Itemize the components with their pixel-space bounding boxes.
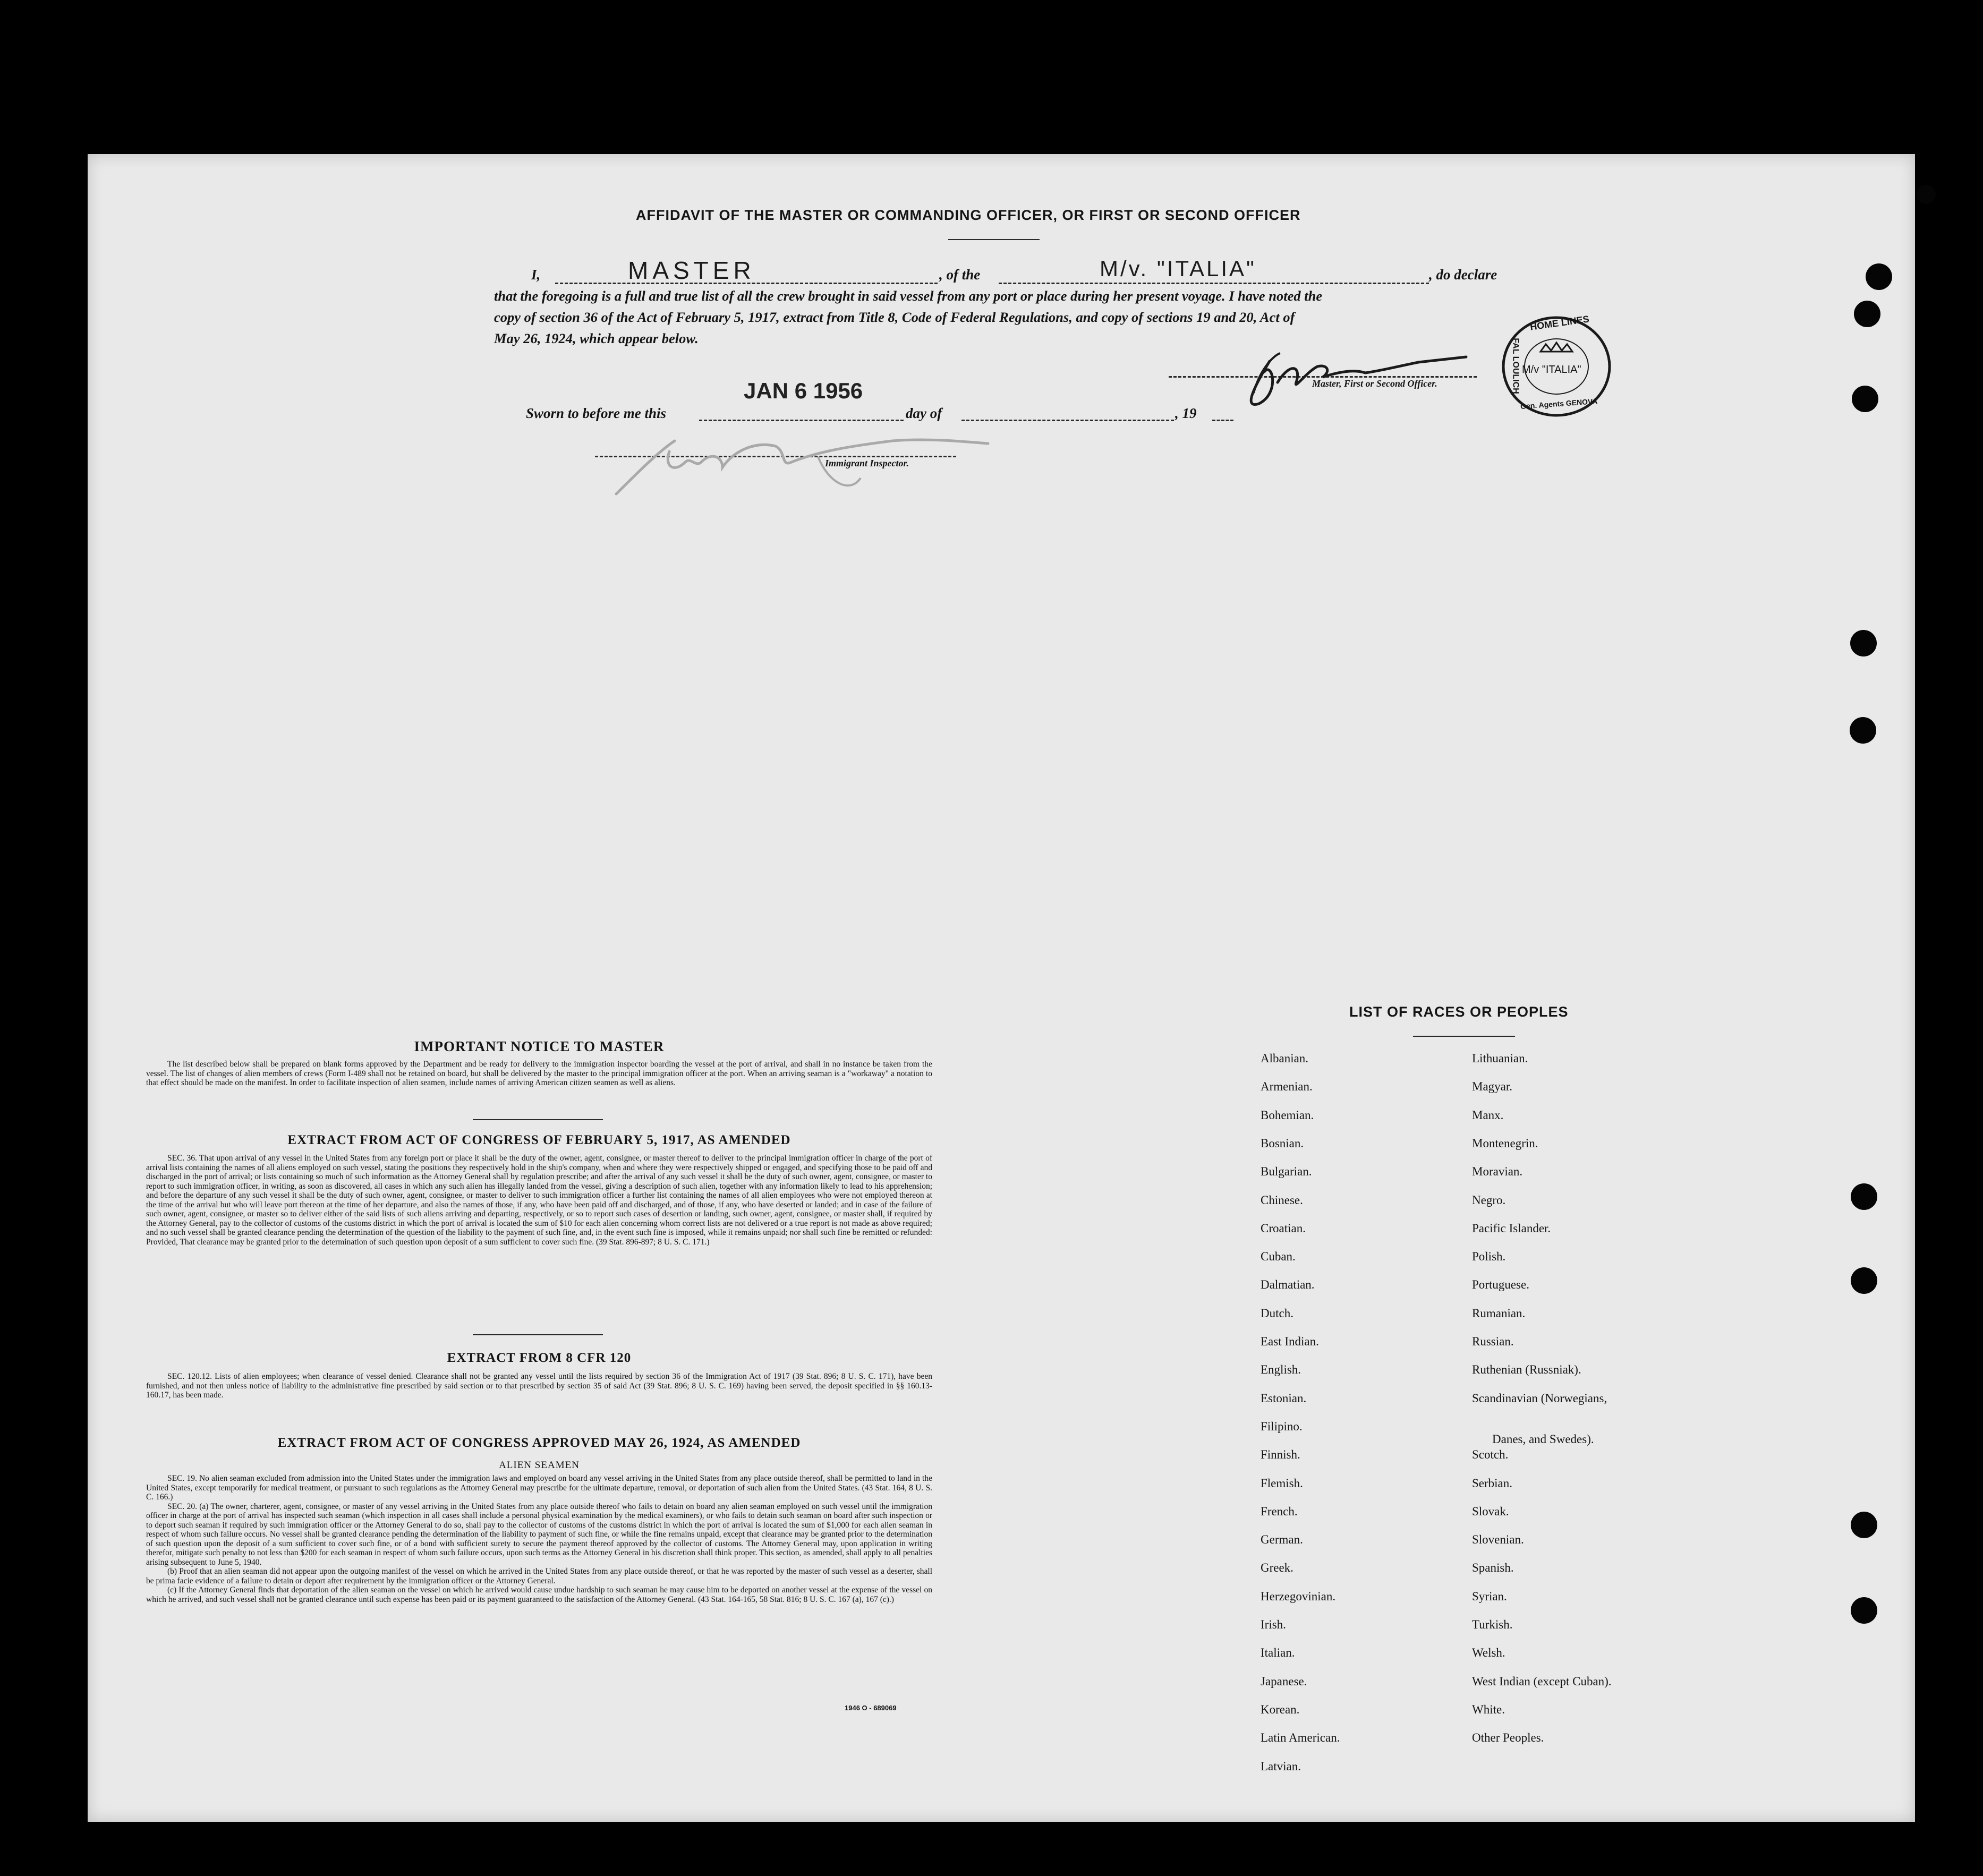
punch-hole — [1851, 1183, 1877, 1210]
stamp-top-text: HOME LINES — [1529, 313, 1590, 332]
affidavit-title: AFFIDAVIT OF THE MASTER OR COMMANDING OFFICER, OR FIRST OR SECOND OFFICER — [636, 207, 1301, 223]
affidavit-line-3: copy of section 36 of the Act of February 5, 1917, extract from Title 8, Code of Federal Regulations, and copy of sections 19 and 20, Act of — [494, 309, 1295, 325]
race-left-item: Irish. — [1261, 1618, 1286, 1631]
race-right-item: Spanish. — [1472, 1561, 1514, 1575]
extract1-body-text: SEC. 36. That upon arrival of any vessel in the United States from any foreign port or place it shall be the duty of the owner, agent, consignee, or master thereof to deliver to the principal immigration officer in charge of the port of arrival lists containing the names of all aliens employed on such vessel, stating the positions they respectively hold in the ship's company, when and where they were respectively shipped or engaged, and specifying those to be paid off and discharged in the port of arrival; or lists containing so much of such information as the Attorney General shall by regulation prescribe; and after the arrival of any such vessel it shall be the duty of such owner, agent, consignee, or master to report to such immigration officer, in writing, as soon as discovered, all cases in which any such alien has illegally landed from the vessel, giving a description of such alien, together with any information likely to lead to his apprehension; and before the departure of any such vessel it shall be the duty of such owner, agent, consignee, or master to deliver to such immigration officer a further list containing the names of all alien employees who were not employed thereon at the time of the arrival but who will leave port thereon at the time of her departure, and also the names of those, if any, who have been paid off and discharged, and of those, if any, who have deserted or landed; and in case of the failure of such owner, agent, consignee, or master so to deliver either of the said lists of such aliens arriving and departing, respectively, or so to report such cases of desertion or landing, such owner, agent, consignee, or master shall, if required by the Attorney General, pay to the collector of customs of the customs district in which the port of arrival is located the sum of $10 for each alien concerning whom correct lists are not delivered or a true report is not made as above required; and no such vessel shall be granted clearance pending the determination of the question of the liability to the payment of such fine, and, in the event such fine is imposed, while it remains unpaid; nor shall such fine be remitted or refunded: Provided, That clearance may be granted prior to the determination of such question upon deposit of a sum sufficient to cover such fine. (39 Stat. 896-897; 8 U. S. C. 171.) — [146, 1154, 932, 1247]
race-right-item: Syrian. — [1472, 1589, 1507, 1603]
inspector-signature — [595, 420, 999, 505]
race-right-item: Serbian. — [1472, 1476, 1513, 1490]
race-left-item: Greek. — [1261, 1561, 1293, 1575]
punch-hole — [1850, 630, 1877, 656]
races-heading: LIST OF RACES OR PEOPLES — [1349, 1004, 1569, 1020]
race-left-item: Korean. — [1261, 1702, 1300, 1716]
punch-hole — [1850, 717, 1876, 744]
extract3-sec20a: SEC. 20. (a) The owner, charterer, agent, consignee, or master of any vessel arriving in the United States from any place outside thereof who fails to detain on board any alien seaman employed on such vessel until the immigration officer in charge at the port of arrival has inspected such seaman (which inspection in all cases shall include a personal physical examination by the medical examiners), or who fails to detain such seaman on board after such inspection or to deport such seaman if required by such immigration officer or the Attorney General to do so, shall pay to the collector of customs of the customs district in which the port of arrival is located the sum of $1,000 for each alien seaman in respect of whom such failure occurs. No vessel shall be granted clearance pending the determination of the liability to payment of such fine, or while the fine remains unpaid, except that clearance may be granted prior to the determination of such question upon the deposit of a sum sufficient to cover such fine, or of a bond with sufficient surety to secure the payment thereof approved by the collector of customs. The Attorney General may, upon application in writing therefor, mitigate such penalty to not less than $200 for each seaman in respect of whom such failure occurs, upon such terms as the Attorney General in his discretion shall think proper. This section, as amended, shall apply to all penalties arising subsequent to June 5, 1940. — [146, 1502, 932, 1567]
race-right-item: Slovak. — [1472, 1504, 1509, 1518]
race-right-item: Magyar. — [1472, 1080, 1513, 1094]
race-right-item: Scandinavian (Norwegians, — [1472, 1391, 1607, 1405]
races-rule — [1413, 1036, 1515, 1037]
race-left-item: Italian. — [1261, 1646, 1295, 1660]
of-the-label: , of the — [939, 267, 981, 283]
extract3-subheading: ALIEN SEAMEN — [499, 1460, 580, 1471]
race-right-item: White. — [1472, 1702, 1505, 1716]
do-declare-label: , do declare — [1429, 267, 1497, 283]
stamp-center-text: M/v "ITALIA" — [1522, 364, 1581, 376]
race-left-item: Bosnian. — [1261, 1136, 1304, 1150]
extract1-heading: EXTRACT FROM ACT OF CONGRESS OF FEBRUARY 5, 1917, AS AMENDED — [287, 1133, 791, 1147]
race-left-item: Chinese. — [1261, 1193, 1303, 1207]
i-label: I, — [531, 267, 541, 283]
race-right-item: Manx. — [1472, 1108, 1504, 1122]
punch-hole — [1917, 185, 1936, 204]
race-left-item: Dutch. — [1261, 1306, 1293, 1320]
master-signature-caption: Master, First or Second Officer. — [1312, 378, 1437, 389]
punch-hole — [1866, 263, 1892, 290]
race-left-item: Latin American. — [1261, 1731, 1340, 1745]
race-left-item: Filipino. — [1261, 1419, 1303, 1433]
race-left-item: Finnish. — [1261, 1448, 1300, 1462]
race-left-item: Albanian. — [1261, 1052, 1309, 1065]
sworn-label: Sworn to before me this — [526, 405, 667, 421]
punch-hole — [1851, 1267, 1877, 1294]
affidavit-line-4: May 26, 1924, which appear below. — [494, 330, 699, 346]
day-of-label: day of — [906, 405, 942, 421]
race-left-item: Flemish. — [1261, 1476, 1303, 1490]
race-right-item: Other Peoples. — [1472, 1731, 1544, 1745]
race-left-item: French. — [1261, 1504, 1298, 1518]
race-left-item: Estonian. — [1261, 1391, 1307, 1405]
master-name-value: MASTER — [628, 257, 755, 284]
extract2-body — [146, 1372, 932, 1400]
race-right-item: Danes, and Swedes). — [1492, 1432, 1594, 1446]
punch-hole — [1852, 386, 1878, 412]
year-line — [1212, 420, 1233, 421]
race-left-item: Croatian. — [1261, 1221, 1306, 1235]
stamp-left-text: FAL LOULICH — [1511, 338, 1520, 394]
race-left-item: German. — [1261, 1533, 1303, 1547]
punch-hole — [1851, 1512, 1877, 1538]
race-right-item: Turkish. — [1472, 1618, 1513, 1631]
extract3-heading: EXTRACT FROM ACT OF CONGRESS APPROVED MAY 26, 1924, AS AMENDED — [277, 1436, 801, 1450]
race-left-item: Japanese. — [1261, 1674, 1307, 1688]
extract3-sec19: SEC. 19. No alien seaman excluded from admission into the United States under the immigration laws and employed on board any vessel arriving in the United States from any place outside thereof, shall be permitted to land in the United States, except temporarily for medical treatment, or pursuant to such regulations as the Attorney General may prescribe for the ultimate departure, removal, or deportation of such alien from the United States. (43 Stat. 164, 8 U. S. C. 166.) — [146, 1474, 932, 1502]
race-right-item: Ruthenian (Russniak). — [1472, 1363, 1581, 1377]
race-right-item: Moravian. — [1472, 1165, 1523, 1179]
extract1-rule — [473, 1334, 603, 1335]
extract3-sec20c: (c) If the Attorney General finds that deportation of the alien seaman on the vessel on which he arrived would cause undue hardship to such seaman he may cause him to be deported on another vessel at the expense of the vessel on which he arrived, and such vessel shall not be granted clearance until such expense has been paid or its payment guaranteed to the satisfaction of the Attorney General. (43 Stat. 164-165, 58 Stat. 816; 8 U. S. C. 167 (a), 167 (c).) — [146, 1585, 932, 1604]
race-left-item: Latvian. — [1261, 1759, 1301, 1773]
race-right-item: Montenegrin. — [1472, 1136, 1538, 1150]
title-rule — [948, 239, 1040, 240]
notice-heading: IMPORTANT NOTICE TO MASTER — [414, 1038, 665, 1054]
race-right-item: West Indian (except Cuban). — [1472, 1674, 1612, 1688]
extract3-body — [146, 1474, 932, 1604]
inspector-caption: Immigrant Inspector. — [825, 458, 909, 468]
race-left-item: Cuban. — [1261, 1250, 1296, 1264]
punch-hole — [1851, 1597, 1877, 1624]
race-left-item: English. — [1261, 1363, 1301, 1377]
vessel-value: M/v. "ITALIA" — [1100, 256, 1256, 281]
vessel-line — [999, 283, 1429, 284]
race-right-item: Rumanian. — [1472, 1306, 1526, 1320]
race-right-item: Portuguese. — [1472, 1278, 1529, 1292]
sworn-date-stamp: JAN 6 1956 — [744, 378, 863, 403]
race-right-item: Pacific Islander. — [1472, 1221, 1551, 1235]
race-right-item: Polish. — [1472, 1250, 1506, 1264]
race-left-item: Bulgarian. — [1261, 1165, 1312, 1179]
extract2-body-text: SEC. 120.12. Lists of alien employees; when clearance of vessel denied. Clearance shall not be granted any vessel until the lists required by section 36 of the Immigration Act of 1917 (39 Stat. 896; 8 U. S. C. 171), have been furnished, and not then unless notice of liability to the administrative fine prescribed by said section or to that prescribed by section 35 of said Act (39 Stat. 896; 8 U. S. C. 169) having been served, the deposit specified in §§ 160.13-160.17, has been made. — [146, 1372, 932, 1400]
race-left-item: Herzegovinian. — [1261, 1589, 1336, 1603]
race-right-item: Slovenian. — [1472, 1533, 1524, 1547]
race-right-item: Scotch. — [1472, 1448, 1509, 1462]
punch-hole — [1854, 301, 1880, 327]
year-prefix-label: , 19 — [1175, 405, 1197, 421]
print-code: 1946 O - 689069 — [845, 1704, 897, 1712]
extract1-body — [146, 1154, 932, 1247]
race-right-item: Lithuanian. — [1472, 1052, 1528, 1065]
race-left-item: Bohemian. — [1261, 1108, 1314, 1122]
race-right-item: Negro. — [1472, 1193, 1506, 1207]
notice-body — [146, 1060, 932, 1088]
race-left-item: East Indian. — [1261, 1335, 1319, 1348]
extract3-sec20b: (b) Proof that an alien seaman did not appear upon the outgoing manifest of the vessel on which he arrived in the United States from any place outside thereof, or that he was reported by the master of such vessel as a deserter, shall be prima facie evidence of a failure to detain or deport after requirement by the immigration officer or the Attorney General. — [146, 1567, 932, 1585]
race-right-item: Welsh. — [1472, 1646, 1505, 1660]
extract2-heading: EXTRACT FROM 8 CFR 120 — [447, 1351, 632, 1365]
race-left-item: Armenian. — [1261, 1080, 1313, 1094]
stamp-bottom-text: Gen. Agents GENOVA — [1520, 396, 1598, 411]
affidavit-line-2: that the foregoing is a full and true list of all the crew brought in said vessel from any port or place during her present voyage. I have noted the — [494, 288, 1323, 304]
race-right-item: Russian. — [1472, 1335, 1514, 1348]
notice-rule — [473, 1119, 603, 1120]
race-left-item: Dalmatian. — [1261, 1278, 1315, 1292]
notice-body-text: The list described below shall be prepared on blank forms approved by the Department and be ready for delivery to the immigration inspector boarding the vessel at the port of arrival, and shall in no instance be taken from the vessel. The list of changes of alien members of crews (Form I-489 shall not be retained on board, but shall be delivered by the master to the principal immigration officer at the port. When an arriving seaman is a "workaway" a notation to that effect should be made on the manifest. In order to facilitate inspection of alien seamen, include names of arriving American citizen seamen as well as aliens. — [146, 1060, 932, 1087]
